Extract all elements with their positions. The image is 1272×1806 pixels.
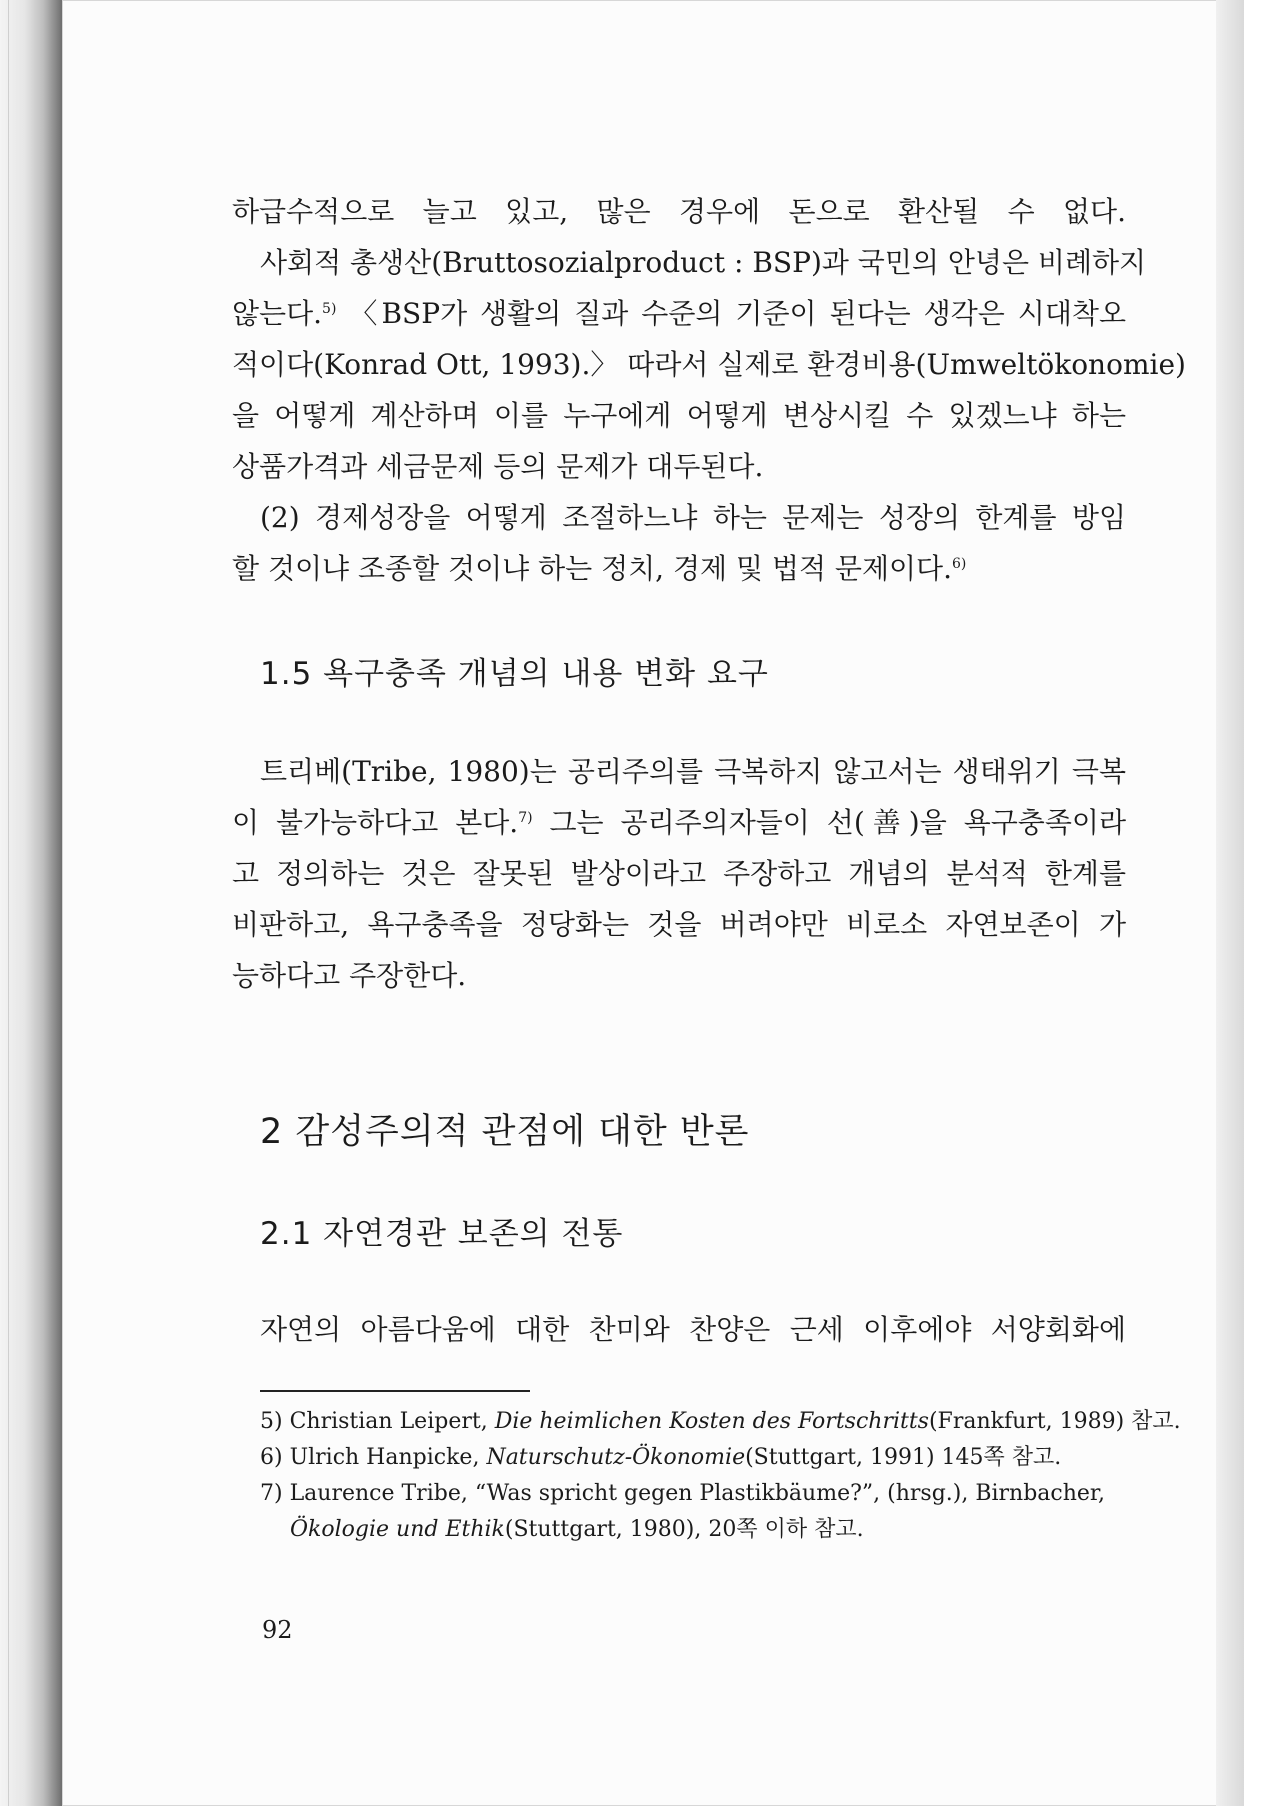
chapter-heading-2: 2 감성주의적 관점에 대한 반론 [260, 1112, 750, 1152]
footnote-text: (Frankfurt, 1989) 참고. [928, 1409, 1181, 1434]
text-line: 상품가격과 세금문제 등의 문제가 대두된다. [232, 450, 764, 483]
footnote-text: 5) Christian Leipert, [260, 1409, 495, 1434]
paragraph-block-4 [232, 1304, 1126, 1355]
text-line: 하급수적으로 늘고 있고, 많은 경우에 돈으로 환산될 수 없다. [232, 195, 1126, 228]
footnote-6 [260, 1440, 1126, 1476]
text-fragment: 그는 공리주의자들이 선(善)을 욕구충족이라 [549, 806, 1126, 839]
page-edge-shadow [1216, 0, 1244, 1806]
footnote-title: Ökologie und Ethik [290, 1517, 505, 1542]
footnotes [260, 1404, 1181, 1548]
footnote-text: (Stuttgart, 1980), 20쪽 이하 참고. [504, 1517, 864, 1542]
page-number: 92 [262, 1616, 293, 1644]
text-line [232, 797, 1126, 848]
footnote-separator [260, 1390, 530, 1392]
footnote-ref-6[interactable]: 6) [952, 556, 967, 572]
text-line: (2) 경제성장을 어떻게 조절하느냐 하는 문제는 성장의 한계를 방임 [260, 501, 1126, 534]
text-fragment: 않는다. [232, 297, 323, 330]
text-line: 사회적 총생산(Bruttosozialproduct : BSP)과 국민의 안녕은 비례하지 [260, 246, 1147, 279]
footnote-text: 6) Ulrich Hanpicke, [260, 1445, 487, 1470]
text-fragment: 할 것이냐 조종할 것이냐 하는 정치, 경제 및 법적 문제이다. [232, 552, 953, 585]
book-spine-edge [0, 0, 62, 1806]
text-line: 비판하고, 욕구충족을 정당화는 것을 버려야만 비로소 자연보존이 가 [232, 908, 1126, 941]
footnote-title: Die heimlichen Kosten des Fortschritts [494, 1409, 929, 1434]
footnote-ref-7[interactable]: 7) [518, 810, 533, 826]
text-line: 자연의 아름다움에 대한 찬미와 찬양은 근세 이후에야 서양회화에 [260, 1313, 1126, 1346]
section-heading-2-1: 2.1 자연경관 보존의 전통 [260, 1216, 624, 1252]
text-line: 고 정의하는 것은 잘못된 발상이라고 주장하고 개념의 분석적 한계를 [232, 857, 1126, 890]
footnote-title: Naturschutz-Ökonomie [486, 1445, 746, 1470]
footnote-7-continued [260, 1512, 1126, 1548]
text-fragment: 〈BSP가 생활의 질과 수준의 기준이 된다는 생각은 시대착오 [349, 297, 1126, 330]
text-line [232, 288, 1126, 339]
text-line: 적이다(Konrad Ott, 1993).〉 따라서 실제로 환경비용(Umweltökonomie) [232, 348, 1186, 381]
paragraph-block-3 [232, 746, 1126, 1001]
text-line: 능하다고 주장한다. [232, 959, 467, 992]
text-line: 트리베(Tribe, 1980)는 공리주의를 극복하지 않고서는 생태위기 극복 [260, 755, 1126, 788]
text-line: 을 어떻게 계산하며 이를 누구에게 어떻게 변상시킬 수 있겠느냐 하는 [232, 399, 1126, 432]
text-line [232, 543, 1126, 594]
footnote-5 [260, 1404, 1181, 1440]
footnote-7: 7) Laurence Tribe, “Was spricht gegen Plastikbäume?”, (hrsg.), Birnbacher, [260, 1481, 1106, 1506]
footnote-ref-5[interactable]: 5) [322, 301, 337, 317]
section-heading-1-5: 1.5 욕구충족 개념의 내용 변화 요구 [260, 656, 769, 692]
text-fragment: 이 불가능하다고 본다. [232, 806, 519, 839]
footnote-text: (Stuttgart, 1991) 145쪽 참고. [745, 1445, 1062, 1470]
paragraph-block-1 [232, 186, 1186, 594]
